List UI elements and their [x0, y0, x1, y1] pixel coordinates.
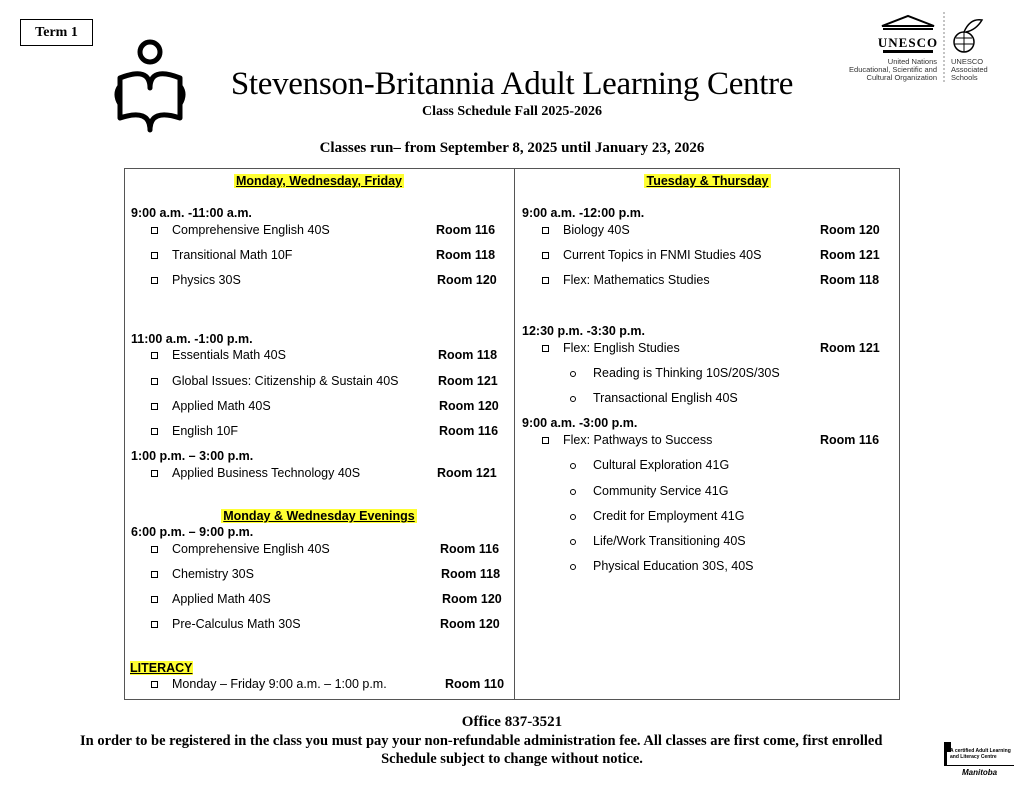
checkbox: [151, 428, 158, 435]
room-number: Room 120: [820, 223, 880, 237]
checkbox: [542, 277, 549, 284]
tt-heading: Tuesday & Thursday: [646, 174, 769, 188]
room-number: Room 118: [436, 248, 496, 262]
time-slot: 11:00 a.m. -1:00 p.m.: [131, 332, 253, 346]
time-slot: 9:00 a.m. -3:00 p.m.: [522, 416, 638, 430]
bullet-icon: [570, 396, 576, 402]
room-number: Room 120: [437, 273, 497, 287]
room-number: Room 121: [437, 466, 497, 480]
course-name: Pre-Calculus Math 30S: [172, 617, 301, 631]
evening-heading-wrap: [124, 507, 514, 525]
room-number: Room 120: [442, 592, 502, 606]
course-name: Comprehensive English 40S: [172, 223, 330, 237]
course-name: English 10F: [172, 424, 239, 438]
bullet-icon: [570, 371, 576, 377]
room-number: Room 121: [438, 374, 498, 388]
bullet-icon: [570, 514, 576, 520]
literacy-heading: LITERACY: [130, 661, 193, 675]
checkbox: [151, 352, 158, 359]
time-slot: 9:00 a.m. -11:00 a.m.: [131, 206, 252, 220]
room-number: Room 118: [438, 348, 498, 362]
course-name: Applied Business Technology 40S: [172, 466, 361, 480]
checkbox: [542, 345, 549, 352]
right-column-heading: [515, 172, 900, 190]
literacy-schedule: Monday – Friday 9:00 a.m. – 1:00 p.m.: [172, 677, 387, 691]
course-name: Transitional Math 10F: [172, 248, 293, 262]
unesco-org-text: United Nations Educational, Scientific and Cultural Organization: [849, 57, 937, 82]
bullet-icon: [570, 539, 576, 545]
room-number: Room 116: [436, 223, 496, 237]
course-name: Physics 30S: [172, 273, 241, 287]
column-divider: [514, 168, 515, 700]
svg-text:UNESCO: UNESCO: [877, 35, 939, 50]
course-name: Biology 40S: [563, 223, 630, 237]
schedule-change-note: Schedule subject to change without notice.: [381, 751, 643, 767]
checkbox: [151, 378, 158, 385]
room-number: Room 118: [820, 273, 880, 287]
checkbox: [151, 681, 158, 688]
unesco-schools-text: UNESCO Associated Schools: [951, 57, 988, 82]
sub-course: Life/Work Transitioning 40S: [593, 534, 746, 548]
class-dates: Classes run– from September 8, 2025 until January 23, 2026: [319, 140, 705, 156]
course-name: Global Issues: Citizenship & Sustain 40S: [172, 374, 399, 388]
bullet-icon: [570, 564, 576, 570]
sub-course: Community Service 41G: [593, 484, 729, 498]
time-slot: 1:00 p.m. – 3:00 p.m.: [131, 449, 254, 463]
course-name: Chemistry 30S: [172, 567, 254, 581]
sub-course: Transactional English 40S: [593, 391, 738, 405]
room-number: Room 121: [820, 341, 880, 355]
page-subtitle: Class Schedule Fall 2025-2026: [421, 104, 603, 119]
bullet-icon: [570, 489, 576, 495]
mwf-heading: Monday, Wednesday, Friday: [235, 174, 402, 188]
checkbox: [151, 546, 158, 553]
course-name: Comprehensive English 40S: [172, 542, 330, 556]
course-name: Applied Math 40S: [172, 399, 271, 413]
room-number: Room 120: [439, 399, 499, 413]
bullet-icon: [570, 463, 576, 469]
course-name: Applied Math 40S: [172, 592, 271, 606]
evening-heading: Monday & Wednesday Evenings: [223, 509, 415, 523]
course-name: Flex: English Studies: [563, 341, 680, 355]
course-name: Flex: Mathematics Studies: [563, 273, 710, 287]
manitoba-logo-icon: [944, 742, 1014, 782]
registration-note: In order to be registered in the class you must pay your non-refundable administration fee. All classes are first come, first enrolled: [80, 733, 883, 749]
checkbox: [542, 252, 549, 259]
room-number: Room 110: [445, 677, 505, 691]
checkbox: [151, 470, 158, 477]
sub-course: Credit for Employment 41G: [593, 509, 745, 523]
page-title: Stevenson-Britannia Adult Learning Centre: [230, 66, 794, 102]
room-number: Room 121: [820, 248, 880, 262]
checkbox: [542, 437, 549, 444]
literacy-heading-wrap: [130, 659, 193, 677]
left-column-heading: [124, 172, 514, 190]
checkbox: [151, 277, 158, 284]
course-name: Essentials Math 40S: [172, 348, 286, 362]
room-number: Room 118: [441, 567, 501, 581]
course-name: Current Topics in FNMI Studies 40S: [563, 248, 762, 262]
sub-course: Physical Education 30S, 40S: [593, 559, 754, 573]
checkbox: [151, 403, 158, 410]
checkbox: [151, 252, 158, 259]
time-slot: 9:00 a.m. -12:00 p.m.: [522, 206, 645, 220]
sub-course: Cultural Exploration 41G: [593, 458, 730, 472]
time-slot: 12:30 p.m. -3:30 p.m.: [522, 324, 645, 338]
term-label: Term 1: [20, 19, 93, 46]
manitoba-wordmark: Manitoba: [962, 768, 998, 777]
checkbox: [151, 621, 158, 628]
time-slot: 6:00 p.m. – 9:00 p.m.: [131, 525, 254, 539]
course-name: Flex: Pathways to Success: [563, 433, 713, 447]
office-phone: Office 837-3521: [461, 714, 563, 730]
checkbox: [151, 227, 158, 234]
sub-course: Reading is Thinking 10S/20S/30S: [593, 366, 780, 380]
room-number: Room 120: [440, 617, 500, 631]
room-number: Room 116: [439, 424, 499, 438]
room-number: Room 116: [820, 433, 880, 447]
checkbox: [151, 571, 158, 578]
manitoba-caption: A certified Adult Learning and Literacy Centre: [950, 748, 1011, 760]
room-number: Room 116: [440, 542, 500, 556]
checkbox: [542, 227, 549, 234]
checkbox: [151, 596, 158, 603]
